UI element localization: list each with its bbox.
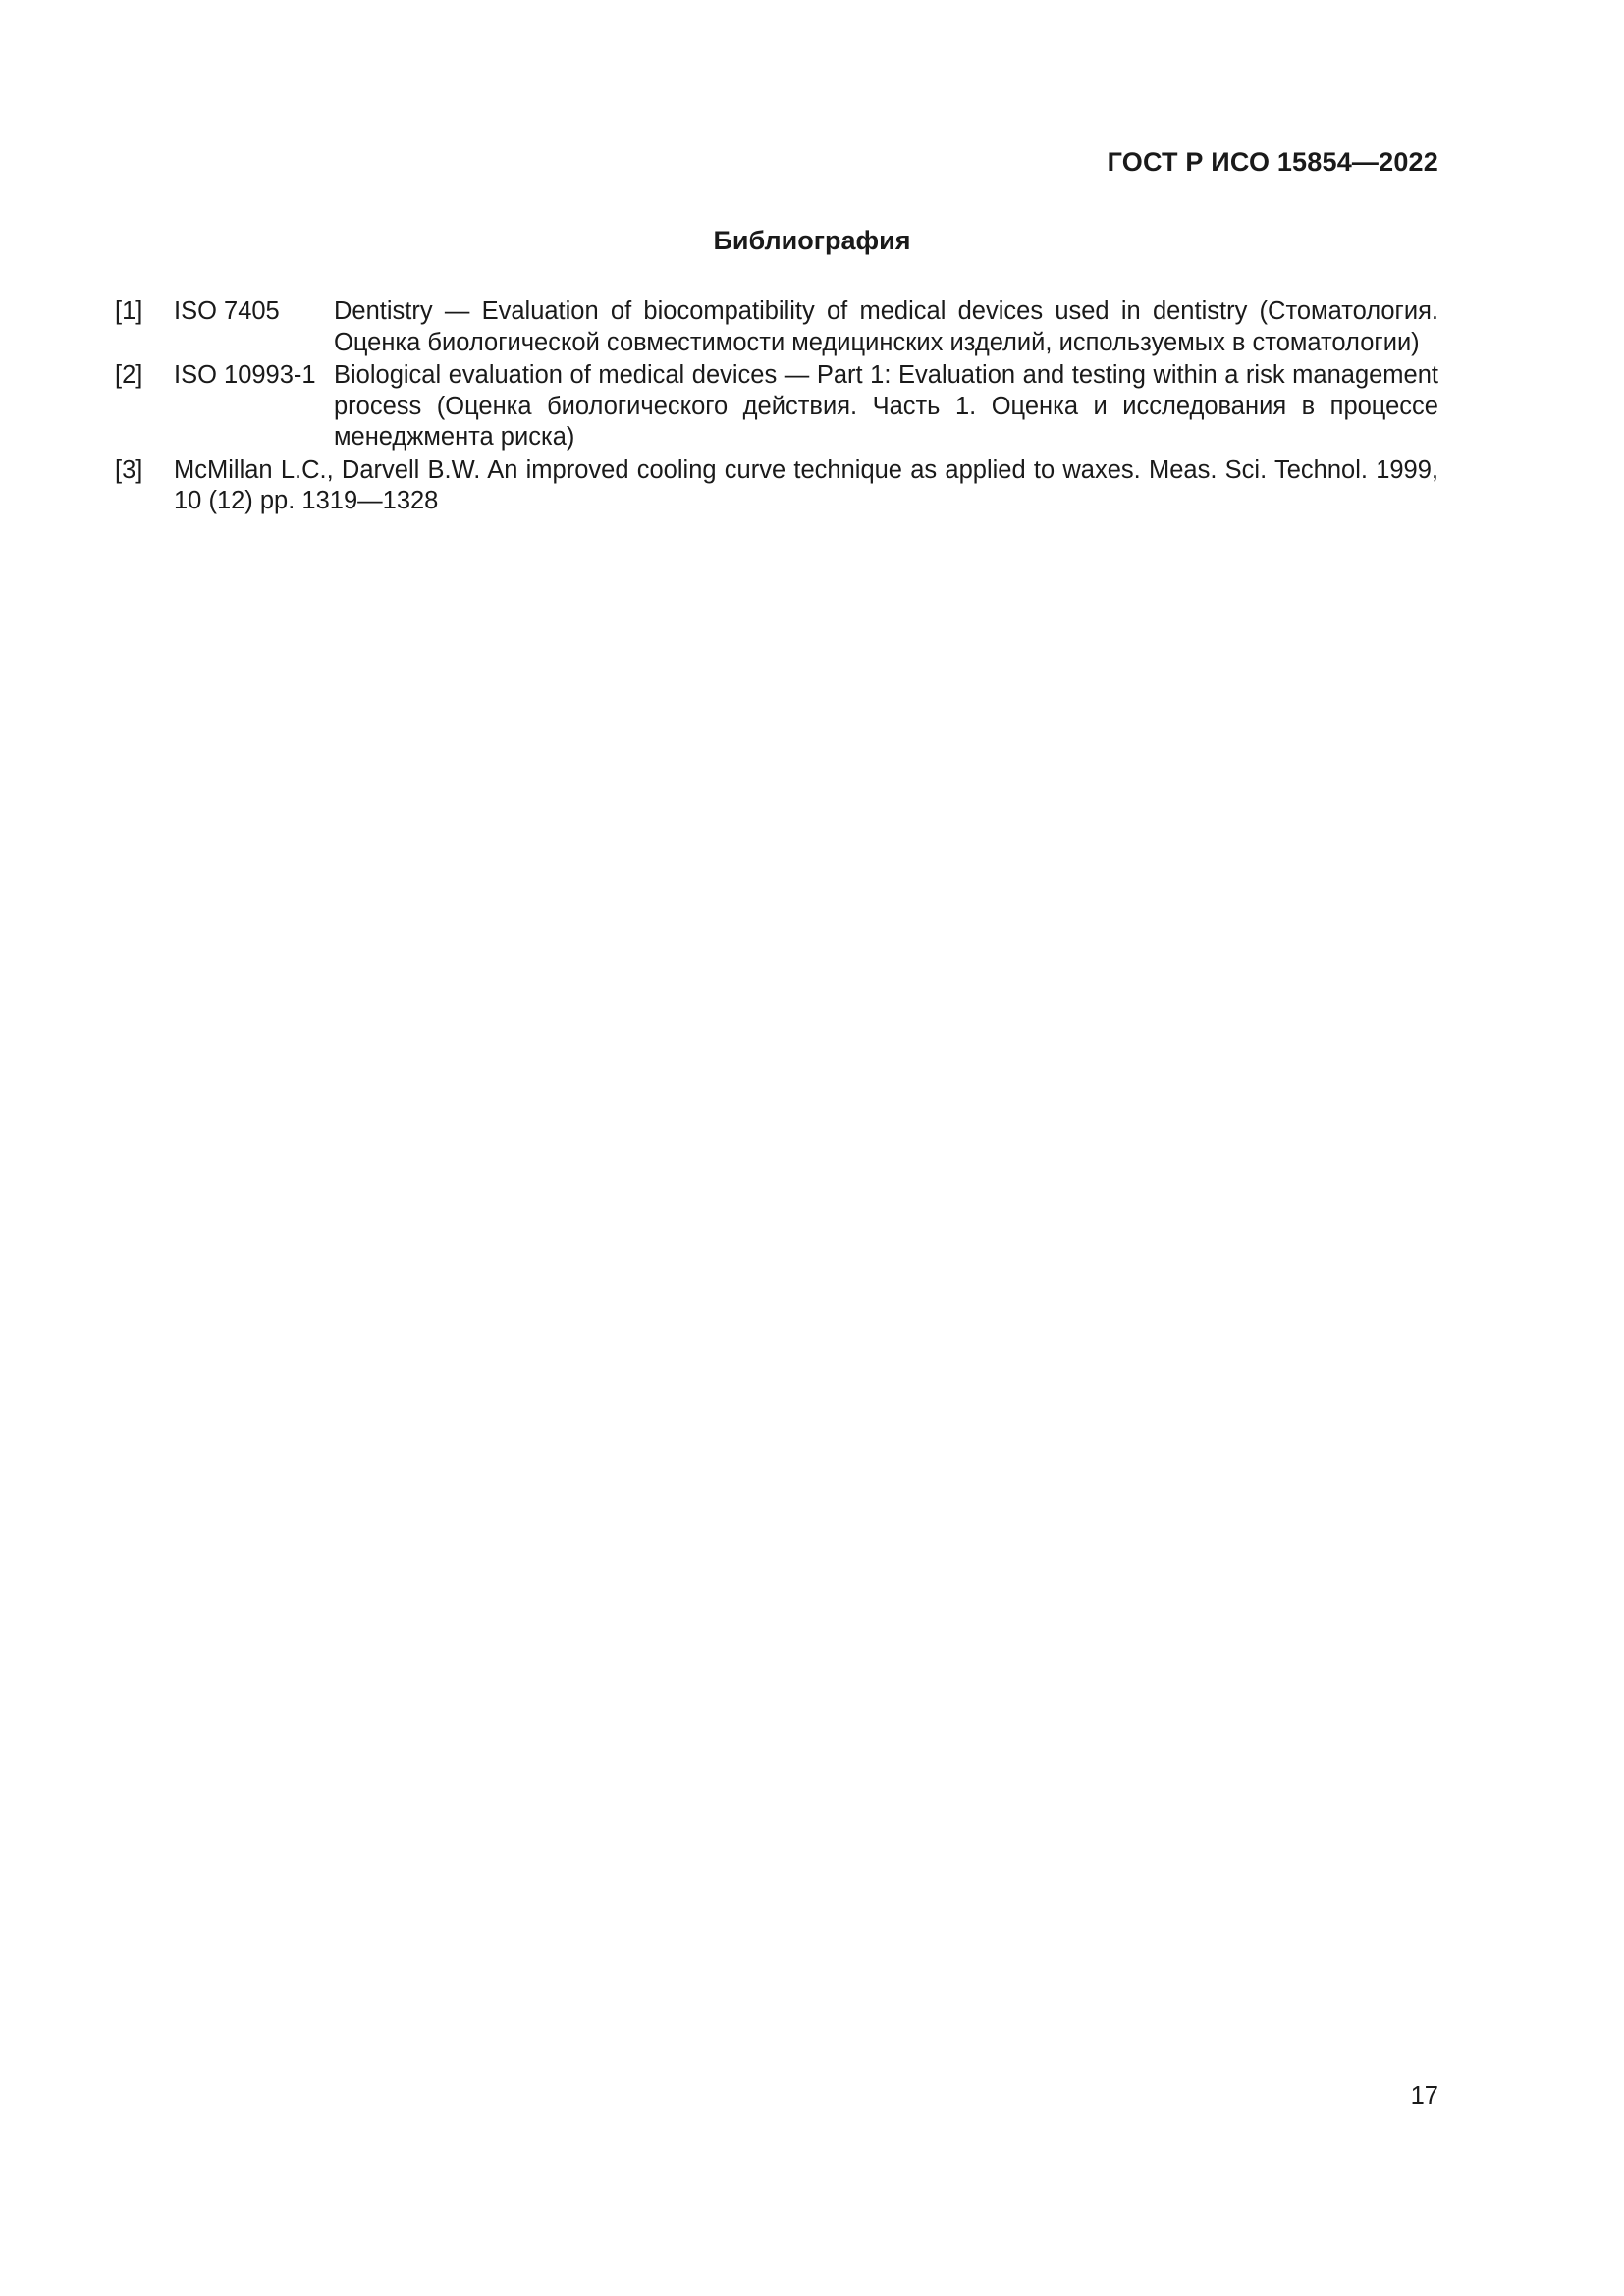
bibliography-entry — [115, 360, 1438, 454]
bibliography-entry — [115, 455, 1438, 517]
section-title: Библиография — [713, 226, 911, 255]
entry-standard-code: ISO 10993-1 — [174, 361, 316, 389]
entry-text: McMillan L.C., Darvell B.W. An improved cooling curve technique as applied to waxes. Meas. Sci. Technol. 1999, 10 (12) pp. 1319—1328 — [174, 455, 1438, 514]
entry-number: [3] — [115, 455, 143, 484]
entry-text: Dentistry — Evaluation of biocompatibility of medical devices used in dentistry (Стоматология. Оценка биологической совместимости медицинских изделий, используемых в стоматологии) — [334, 297, 1438, 356]
entry-number: [1] — [115, 297, 143, 325]
bibliography-list — [115, 296, 1438, 519]
bibliography-entry — [115, 296, 1438, 358]
entry-number: [2] — [115, 361, 143, 389]
entry-text: Biological evaluation of medical devices — Part 1: Evaluation and testing within a risk management process (Оценка биологического действия. Часть 1. Оценка и исследования в процессе менеджмента риска) — [334, 361, 1438, 451]
entry-standard-code: ISO 7405 — [174, 297, 280, 325]
document-code: ГОСТ Р ИСО 15854—2022 — [1107, 147, 1438, 177]
page-number: 17 — [1410, 2082, 1438, 2109]
